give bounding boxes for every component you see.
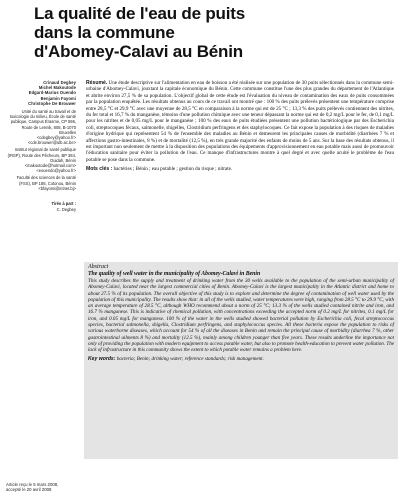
author-sidebar xyxy=(6,80,76,212)
mots-cles-text: bactéries ; Bénin ; eau potable ; gestion du risque ; nitrate. xyxy=(113,166,233,173)
resume-text: Une étude descriptive sur l'alimentation en eau de boisson a été réalisée sur une population de 30 puits sélectionnés dans la commune semi-urbaine d'Abomey-Calavi, jouxtant la capitale économique du Bénin. Cette commune constitue l'une des plus grandes du département de l'Atlantique et abrite environ 27,5 % de sa population. L'objectif global de cette étude est l'évaluation du niveau de contamination des eaux de puits consommées par la population enquêtée. Les résultats obtenus au cours de ce travail ont montré que : 100 % des puits prélevés présentent une température comprise entre 28,5 °C et 29,9 °C avec une moyenne de 28,5 °C en comparaison à la norme qui est de 25 °C ; 13,3 % des puits prélevés contiennent des nitrites, du fer total et 16,7 % du manganèse, témoins d'une pollution chimique avec une teneur dépassant la norme qui est de 0,2 mg/L pour le fer, de 0,1 mg/L pour les nitrites et de 0,05 mg/L pour le manganèse ; 100 % des eaux de puits étudiées présentent une pollution bactériologique par des Escherichia coli, streptocoques fécaux, salmonelle, shigelles, Clostridium perfringens et des staphylocoques. Ce fait expose la population à des risques de maladies d'origine hydrique qui représentent 54 % de l'ensemble des maladies au Bénin et demeurent les principales causes de morbidité (diarrhées 7 % et affections gastro-intestinales, 8 %) et de mortalité (12,5 %), en très grande majorité des enfants de moins de 5 ans. Sur la base des résultats obtenus, il est important non seulement de mettre à la disposition des populations des équipements d'approvisionnement en eau potable mais aussi de promouvoir l'éducation sanitaire pour éviter la pollution de l'eau. Ce manque d'infrastructures montre à quel degré et avec quelle acuité le problème de l'eau potable se pose dans la commune. xyxy=(86,80,394,163)
author-name: Michel Makoutode xyxy=(38,85,76,91)
title-line: dans la commune xyxy=(34,23,175,42)
affiliation-text: Faculté des sciences de la santé (FSS), BP 188, Cotonou, Bénin xyxy=(16,175,76,186)
email-link[interactable]: <cdegbey@yahoo.fr> xyxy=(36,135,76,141)
resume-paragraph xyxy=(86,80,394,163)
abstract-content xyxy=(88,264,394,362)
article-title xyxy=(34,4,394,61)
keywords-text: bacteria; Benin; drinking water; reference standards; risk management. xyxy=(116,355,264,362)
author-name: Christophe De Brouwer xyxy=(28,100,76,106)
reprints-label: Tirés à part : xyxy=(51,201,76,207)
affiliation-text: Unité du santé au travail et de toxicologie du milieu, École de santé publique, Campus Érasme, CP 596, Route de Lennik, 808, B-1070 Bruxelles xyxy=(9,109,76,135)
abstract-heading: Abstract xyxy=(88,264,109,270)
mots-cles xyxy=(86,166,394,172)
author-name: Benjamin Fayomi xyxy=(40,95,76,101)
abstract-keywords xyxy=(88,356,394,362)
author-name: Crinaud Degbey xyxy=(43,80,76,85)
article-dates xyxy=(6,482,58,493)
abstract-text: This study describes the supply and treatment of drinking water from the 30 wells available to the population of the semi-urban municipality of Abomey-Calavi, located near the largest commercial cities of Benin. Abomey-Calavi is the largest municipality in the Atlantic district and home to about 27.5 % of its population. The overall objective of this study is to explore and determine the degree of contamination of well water used by the population of this municipality. The results show that: in all of the wells studied, water temperatures were high, ranging from 28.5 °C to 29.9 °C, with an average temperature of 28.5 °C, although WHO recommend about a norm of 25 °C; 13.3 % of the wells studied contained nitrite and iron, and 16.7 % manganese. This is indicative of chemical pollution, with concentrations exceeding the accepted norm of 0.2 mg/L for nitrites, 0.1 mg/L for iron, and 0.05 mg/L for manganese. 100 % of the water in the wells studied showed bacterial pollution by Escherichia coli, fecal streptococcus species, bacterial salmonella, shigella, Clostridium perfringens, and staphylococcus species. All these bacteria expose the population to risks of various waterborne diseases, which account for 54 % of all the diseases in Benin and remain the principal cause of morbidity (diarrhea 7 %, other gastrointestinal ailments 8 %) and mortality (12.5 %), mainly among children younger than five years. These results underline the importance not only of providing the population with modern equipment to access potable water, but also to promote health-education to prevent water pollution. The lack of infrastructure in this community shows the extent to which potable water remains a problem here. xyxy=(88,278,395,354)
affiliation-text: Institut régional de santé publique (IRSP), Route des Pêcheurs, BP 384, Ouidah, Bénin xyxy=(7,147,76,163)
email-link[interactable]: <makoutode@hotmail.com> xyxy=(24,163,76,169)
reprints-name: C. Degbey xyxy=(56,207,76,213)
affiliation-block xyxy=(6,109,76,191)
author-name: Edgard-Marius Ouendo xyxy=(28,90,76,96)
french-summary xyxy=(86,80,394,173)
received-date: Article reçu le 5 mars 2008, xyxy=(6,482,59,487)
english-abstract-box xyxy=(84,262,398,459)
mots-cles-label: Mots clés : xyxy=(86,166,113,173)
accepted-date: accepté le 20 avril 2008 xyxy=(6,487,52,493)
title-line: d'Abomey-Calavi au Bénin xyxy=(34,42,243,61)
title-line: La qualité de l'eau de puits xyxy=(34,4,245,23)
email-link[interactable]: <cde.brouwer@ulb.ac.be> xyxy=(27,140,76,146)
email-link[interactable]: <eouendo@yahoo.fr> xyxy=(36,168,76,174)
resume-label: Résumé. xyxy=(86,80,108,86)
email-link[interactable]: <bfayomi@intnet.bj> xyxy=(38,185,76,191)
abstract-title: The quality of well water in the municipality of Abomey-Calavi in Benin xyxy=(88,271,261,277)
keywords-label: Key words: xyxy=(88,355,116,362)
author-list xyxy=(6,80,76,106)
